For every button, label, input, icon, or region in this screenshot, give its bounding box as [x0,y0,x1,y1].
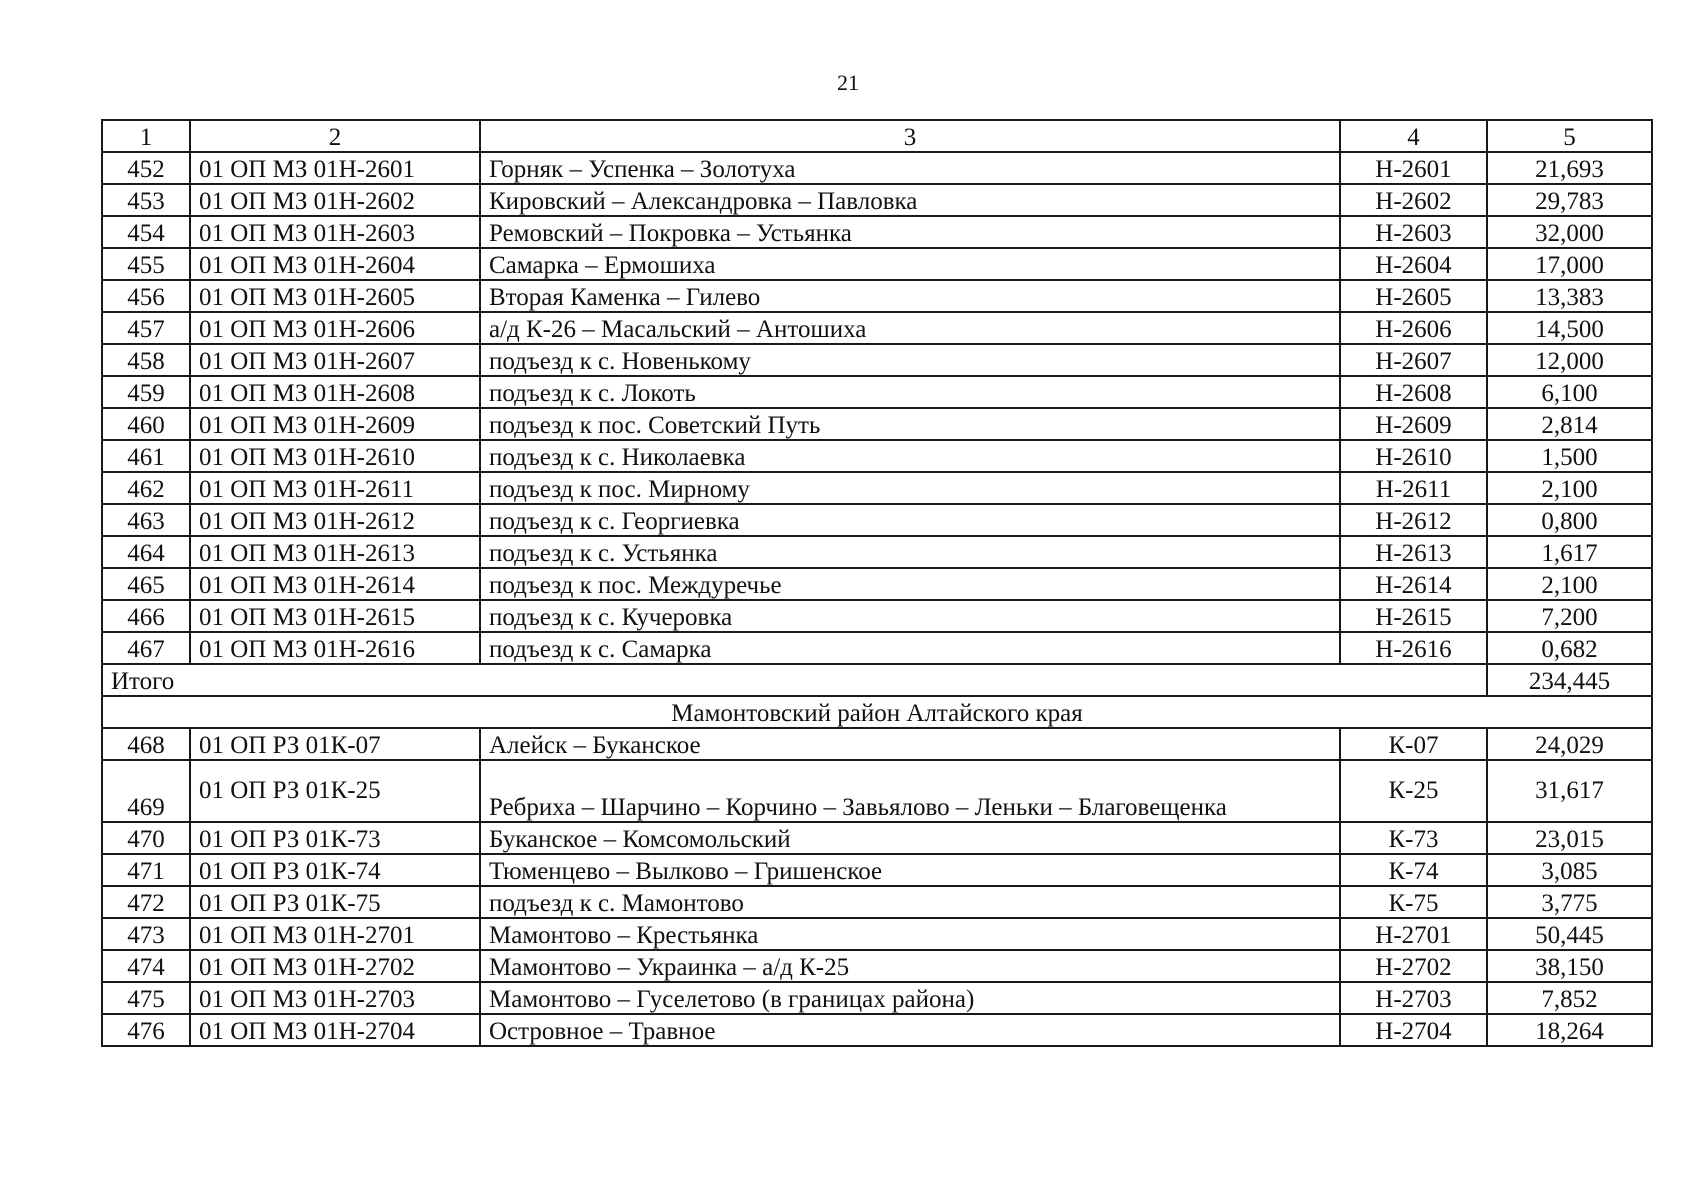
road-length: 50,445 [1487,918,1652,950]
road-code: 01 ОП РЗ 01К-25 [190,760,480,822]
road-name: подъезд к с. Устьянка [480,536,1340,568]
row-number: 462 [102,472,190,504]
road-name: подъезд к с. Николаевка [480,440,1340,472]
table-row [102,632,1652,664]
road-name: Кировский – Александровка – Павловка [480,184,1340,216]
row-number: 453 [102,184,190,216]
road-name: Алейск – Буканское [480,728,1340,760]
road-code: 01 ОП МЗ 01Н-2611 [190,472,480,504]
column-number-5: 5 [1487,120,1652,152]
row-number: 474 [102,950,190,982]
road-id: Н-2702 [1340,950,1487,982]
section-title: Мамонтовский район Алтайского края [102,696,1652,728]
road-code: 01 ОП МЗ 01Н-2702 [190,950,480,982]
road-code: 01 ОП РЗ 01К-07 [190,728,480,760]
row-number: 455 [102,248,190,280]
road-length: 1,500 [1487,440,1652,472]
road-code: 01 ОП МЗ 01Н-2605 [190,280,480,312]
row-number: 456 [102,280,190,312]
road-code: 01 ОП МЗ 01Н-2701 [190,918,480,950]
road-code: 01 ОП МЗ 01Н-2615 [190,600,480,632]
row-number: 464 [102,536,190,568]
column-numbers-row [102,120,1652,152]
road-name: подъезд к с. Кучеровка [480,600,1340,632]
row-number: 465 [102,568,190,600]
table-row [102,918,1652,950]
road-id: Н-2608 [1340,376,1487,408]
section-header-row [102,696,1652,728]
road-id: Н-2611 [1340,472,1487,504]
column-number-3: 3 [480,120,1340,152]
road-id: Н-2612 [1340,504,1487,536]
road-name: подъезд к пос. Междуречье [480,568,1340,600]
road-length: 38,150 [1487,950,1652,982]
road-name: Тюменцево – Вылково – Гришенское [480,854,1340,886]
road-length: 1,617 [1487,536,1652,568]
total-label: Итого [102,664,1487,696]
row-number: 472 [102,886,190,918]
table-row [102,600,1652,632]
road-name: Мамонтово – Крестьянка [480,918,1340,950]
row-number: 463 [102,504,190,536]
road-length: 3,085 [1487,854,1652,886]
row-number: 473 [102,918,190,950]
road-id: К-75 [1340,886,1487,918]
road-name: Горняк – Успенка – Золотуха [480,152,1340,184]
table-body [102,120,1652,1046]
column-number-1: 1 [102,120,190,152]
road-code: 01 ОП РЗ 01К-73 [190,822,480,854]
table-row [102,344,1652,376]
road-code: 01 ОП МЗ 01Н-2610 [190,440,480,472]
road-length: 0,800 [1487,504,1652,536]
road-length: 2,100 [1487,568,1652,600]
road-name: Мамонтово – Украинка – а/д К-25 [480,950,1340,982]
column-number-4: 4 [1340,120,1487,152]
road-length: 32,000 [1487,216,1652,248]
row-number: 457 [102,312,190,344]
road-code: 01 ОП МЗ 01Н-2608 [190,376,480,408]
row-number: 466 [102,600,190,632]
row-number: 460 [102,408,190,440]
road-id: К-73 [1340,822,1487,854]
road-name: Ремовский – Покровка – Устьянка [480,216,1340,248]
road-length: 2,814 [1487,408,1652,440]
road-id: Н-2613 [1340,536,1487,568]
table-row [102,504,1652,536]
table-row [102,408,1652,440]
road-code: 01 ОП МЗ 01Н-2602 [190,184,480,216]
road-id: Н-2603 [1340,216,1487,248]
table-row [102,950,1652,982]
table-row [102,440,1652,472]
road-id: К-74 [1340,854,1487,886]
road-code: 01 ОП РЗ 01К-75 [190,886,480,918]
road-length: 7,200 [1487,600,1652,632]
road-name: Буканское – Комсомольский [480,822,1340,854]
road-code: 01 ОП МЗ 01Н-2613 [190,536,480,568]
row-number: 469 [102,760,190,822]
road-id: Н-2601 [1340,152,1487,184]
table-row [102,854,1652,886]
road-length: 31,617 [1487,760,1652,822]
road-code: 01 ОП МЗ 01Н-2606 [190,312,480,344]
road-code: 01 ОП МЗ 01Н-2604 [190,248,480,280]
road-id: Н-2704 [1340,1014,1487,1046]
table-row [102,760,1652,822]
table-row [102,822,1652,854]
road-id: Н-2606 [1340,312,1487,344]
road-code: 01 ОП МЗ 01Н-2603 [190,216,480,248]
road-code: 01 ОП МЗ 01Н-2612 [190,504,480,536]
road-id: Н-2605 [1340,280,1487,312]
row-number: 461 [102,440,190,472]
road-name: подъезд к пос. Мирному [480,472,1340,504]
road-code: 01 ОП МЗ 01Н-2703 [190,982,480,1014]
table-row [102,216,1652,248]
page-number: 21 [837,70,859,95]
column-number-2: 2 [190,120,480,152]
road-length: 24,029 [1487,728,1652,760]
road-id: Н-2616 [1340,632,1487,664]
road-name: Самарка – Ермошиха [480,248,1340,280]
road-length: 6,100 [1487,376,1652,408]
road-id: Н-2614 [1340,568,1487,600]
road-id: Н-2607 [1340,344,1487,376]
road-id: К-07 [1340,728,1487,760]
road-name: Ребриха – Шарчино – Корчино – Завьялово – Леньки – Благовещенка [480,760,1340,822]
road-length: 2,100 [1487,472,1652,504]
roads-table [101,119,1653,1047]
row-number: 454 [102,216,190,248]
row-number: 475 [102,982,190,1014]
road-code: 01 ОП МЗ 01Н-2614 [190,568,480,600]
road-length: 12,000 [1487,344,1652,376]
table-row [102,152,1652,184]
road-name: а/д К-26 – Масальский – Антошиха [480,312,1340,344]
row-number: 458 [102,344,190,376]
table-row [102,280,1652,312]
table-row [102,536,1652,568]
road-name: подъезд к с. Самарка [480,632,1340,664]
road-id: Н-2604 [1340,248,1487,280]
table-row [102,568,1652,600]
total-row [102,664,1652,696]
road-length: 17,000 [1487,248,1652,280]
road-length: 23,015 [1487,822,1652,854]
road-id: Н-2602 [1340,184,1487,216]
road-length: 29,783 [1487,184,1652,216]
road-length: 3,775 [1487,886,1652,918]
table-row [102,886,1652,918]
total-value: 234,445 [1487,664,1652,696]
road-code: 01 ОП МЗ 01Н-2616 [190,632,480,664]
road-id: Н-2609 [1340,408,1487,440]
table-row [102,1014,1652,1046]
row-number: 468 [102,728,190,760]
road-name: подъезд к с. Новенькому [480,344,1340,376]
road-length: 18,264 [1487,1014,1652,1046]
road-length: 0,682 [1487,632,1652,664]
road-name: подъезд к с. Мамонтово [480,886,1340,918]
road-id: Н-2703 [1340,982,1487,1014]
road-id: Н-2610 [1340,440,1487,472]
row-number: 459 [102,376,190,408]
table-row [102,982,1652,1014]
road-code: 01 ОП МЗ 01Н-2609 [190,408,480,440]
road-name: Островное – Травное [480,1014,1340,1046]
row-number: 452 [102,152,190,184]
row-number: 470 [102,822,190,854]
table-row [102,184,1652,216]
table-row [102,248,1652,280]
table-row [102,472,1652,504]
road-name: подъезд к с. Георгиевка [480,504,1340,536]
road-length: 13,383 [1487,280,1652,312]
row-number: 471 [102,854,190,886]
road-length: 21,693 [1487,152,1652,184]
road-code: 01 ОП МЗ 01Н-2704 [190,1014,480,1046]
row-number: 467 [102,632,190,664]
road-code: 01 ОП МЗ 01Н-2601 [190,152,480,184]
road-length: 7,852 [1487,982,1652,1014]
road-code: 01 ОП МЗ 01Н-2607 [190,344,480,376]
road-name: подъезд к пос. Советский Путь [480,408,1340,440]
row-number: 476 [102,1014,190,1046]
road-name: подъезд к с. Локоть [480,376,1340,408]
road-id: Н-2615 [1340,600,1487,632]
road-id: К-25 [1340,760,1487,822]
road-name: Мамонтово – Гуселетово (в границах района) [480,982,1340,1014]
table-row [102,312,1652,344]
road-id: Н-2701 [1340,918,1487,950]
table-row [102,376,1652,408]
road-length: 14,500 [1487,312,1652,344]
table-row [102,728,1652,760]
road-code: 01 ОП РЗ 01К-74 [190,854,480,886]
road-name: Вторая Каменка – Гилево [480,280,1340,312]
